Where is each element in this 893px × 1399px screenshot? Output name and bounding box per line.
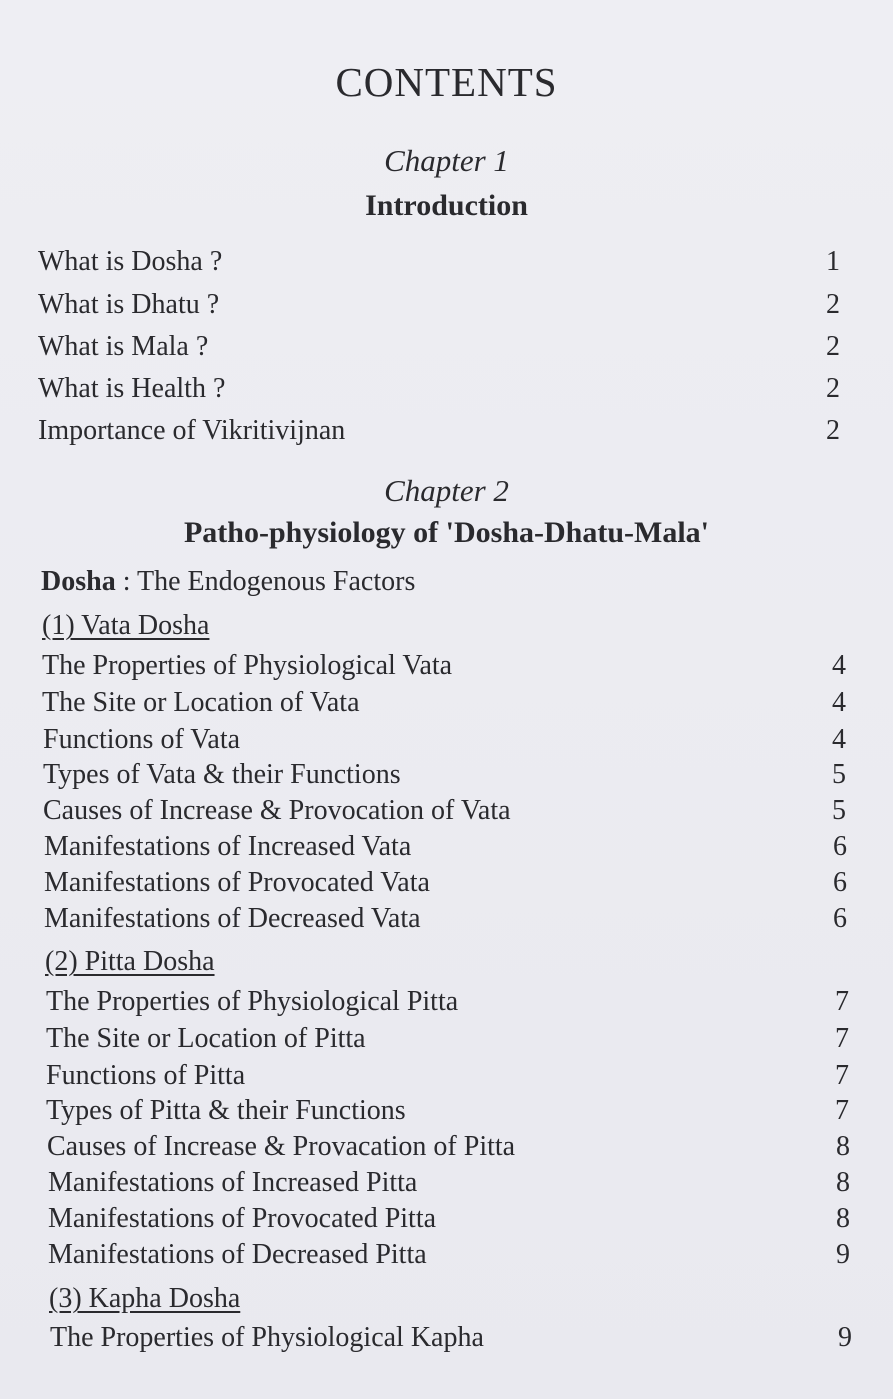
toc-entry-text: The Properties of Physiological Kapha xyxy=(50,1322,484,1353)
chapter-2-title: Patho-physiology of 'Dosha-Dhatu-Mala' xyxy=(183,516,710,549)
toc-entry xyxy=(0,1165,893,1201)
toc-entry-text: Types of Pitta & their Functions xyxy=(46,1095,406,1126)
toc-entry-page: 9 xyxy=(838,1322,852,1353)
toc-entry-text: The Site or Location of Vata xyxy=(42,687,360,718)
chapter-1-label: Chapter 1 xyxy=(384,143,509,178)
section-heading-rest: : The Endogenous Factors xyxy=(115,566,416,597)
toc-entry-page: 2 xyxy=(826,415,840,446)
toc-entry-page: 6 xyxy=(833,831,847,862)
toc-entry-page: 5 xyxy=(832,759,846,790)
toc-entry-text: Manifestations of Increased Pitta xyxy=(48,1167,418,1198)
toc-entry-page: 7 xyxy=(835,1095,849,1126)
toc-entry-text: The Site or Location of Pitta xyxy=(46,1023,366,1054)
toc-entry xyxy=(0,685,893,721)
toc-entry-text: Manifestations of Decreased Pitta xyxy=(48,1239,427,1270)
toc-entry-text: The Properties of Physiological Vata xyxy=(42,650,453,681)
toc-entry-text: Types of Vata & their Functions xyxy=(43,759,401,790)
toc-entry-page: 7 xyxy=(835,1060,849,1091)
toc-entry xyxy=(0,1021,893,1057)
toc-entry-page: 4 xyxy=(832,687,846,718)
toc-entry-page: 9 xyxy=(836,1239,850,1270)
toc-entry xyxy=(0,413,893,449)
toc-entry-page: 2 xyxy=(826,289,840,320)
toc-entry-page: 1 xyxy=(826,246,840,277)
toc-entry xyxy=(0,757,893,793)
toc-entry-page: 8 xyxy=(836,1167,850,1198)
toc-entry xyxy=(0,1129,893,1165)
toc-entry-text: Manifestations of Decreased Vata xyxy=(44,903,421,934)
toc-entry-page: 5 xyxy=(832,795,846,826)
toc-entry-page: 2 xyxy=(826,373,840,404)
section-heading xyxy=(41,564,415,600)
toc-entry xyxy=(0,901,893,937)
toc-entry xyxy=(0,1093,893,1129)
toc-entry xyxy=(0,1237,893,1273)
toc-entry-page: 8 xyxy=(836,1131,850,1162)
toc-entry xyxy=(0,793,893,829)
toc-entry-text: Functions of Vata xyxy=(43,724,241,755)
toc-entry-page: 7 xyxy=(835,1023,849,1054)
toc-entry xyxy=(0,829,893,865)
toc-entry-text: What is Health ? xyxy=(38,373,226,404)
toc-entry xyxy=(0,371,893,407)
toc-entry-page: 4 xyxy=(832,650,846,681)
toc-entry-text: Causes of Increase & Provocation of Vata xyxy=(43,795,511,826)
toc-entry-text: Manifestations of Provocated Pitta xyxy=(48,1203,437,1234)
toc-entry-text: Manifestations of Increased Vata xyxy=(44,831,412,862)
page-title: CONTENTS xyxy=(335,59,558,105)
toc-entry xyxy=(0,648,893,684)
toc-entry-text: Functions of Pitta xyxy=(46,1060,246,1091)
toc-entry xyxy=(0,329,893,365)
toc-entry xyxy=(0,722,893,758)
toc-entry-text: Manifestations of Provocated Vata xyxy=(44,867,430,898)
subsection-heading-kapha: (3) Kapha Dosha xyxy=(49,1283,241,1314)
toc-entry-page: 2 xyxy=(826,331,840,362)
toc-entry-page: 8 xyxy=(836,1203,850,1234)
chapter-2-label: Chapter 2 xyxy=(384,473,509,508)
toc-entry xyxy=(0,984,893,1020)
toc-entry xyxy=(0,1058,893,1094)
toc-entry-text: Importance of Vikritivijnan xyxy=(38,415,346,446)
toc-entry-page: 6 xyxy=(833,903,847,934)
toc-entry-page: 6 xyxy=(833,867,847,898)
toc-entry-text: The Properties of Physiological Pitta xyxy=(46,986,459,1017)
toc-entry-text: What is Mala ? xyxy=(38,331,209,362)
toc-entry-text: What is Dosha ? xyxy=(38,246,223,277)
chapter-1-title: Introduction xyxy=(365,189,528,222)
toc-entry xyxy=(0,1201,893,1237)
toc-entry xyxy=(0,1320,893,1356)
subsection-heading-pitta: (2) Pitta Dosha xyxy=(45,946,215,977)
toc-entry xyxy=(0,244,893,280)
toc-entry xyxy=(0,865,893,901)
toc-entry-text: What is Dhatu ? xyxy=(38,289,220,320)
subsection-heading-vata: (1) Vata Dosha xyxy=(42,610,210,641)
toc-entry-page: 7 xyxy=(835,986,849,1017)
toc-entry-page: 4 xyxy=(832,724,846,755)
toc-entry xyxy=(0,287,893,323)
toc-entry-text: Causes of Increase & Provacation of Pitta xyxy=(47,1131,516,1162)
section-heading-bold: Dosha xyxy=(41,566,116,597)
